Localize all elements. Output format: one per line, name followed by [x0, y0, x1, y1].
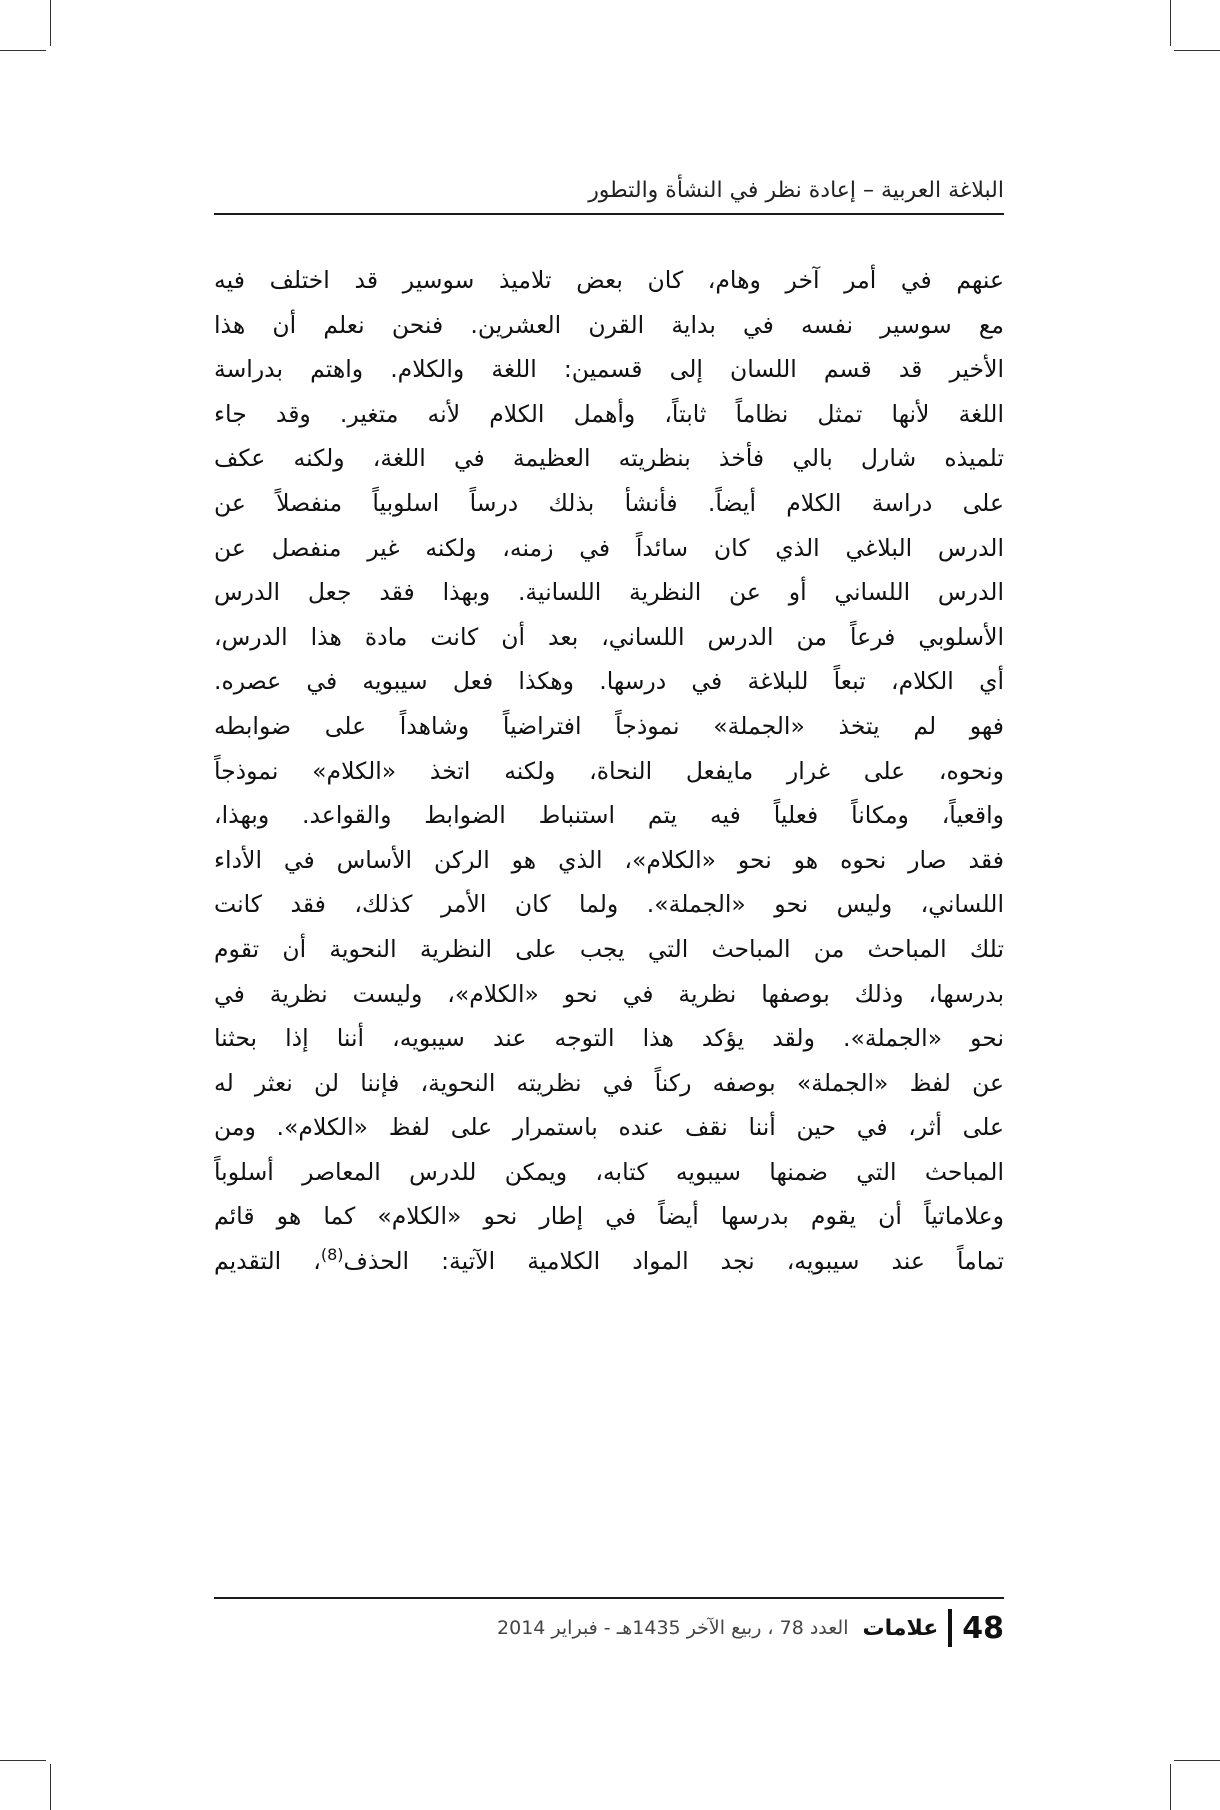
text-line: الأسلوبي فرعاً من الدرس اللساني، بعد أن كانت مادة هذا الدرس، — [214, 622, 1004, 651]
text-line: الدرس اللساني أو عن النظرية اللسانية. وبهذا فقد جعل الدرس — [214, 578, 1004, 607]
text-line: مع سوسير نفسه في بداية القرن العشرين. فنحن نعلم أن هذا — [214, 310, 1004, 339]
text-line: فقد صار نحوه هو نحو «الكلام»، الذي هو الركن الأساس في الأداء — [214, 845, 1004, 874]
text-line: وعلاماتياً أن يقوم بدرسها أيضاً في إطار نحو «الكلام» كما هو قائم — [214, 1202, 1004, 1231]
text-line: على دراسة الكلام أيضاً. فأنشأ بذلك درساً اسلوبياً منفصلاً عن — [214, 488, 1004, 517]
text-line: الدرس البلاغي الذي كان سائداً في زمنه، ولكنه غير منفصل عن — [214, 533, 1004, 562]
crop-mark — [0, 1760, 46, 1761]
text-line: تلك المباحث من المباحث التي يجب على النظرية النحوية أن تقوم — [214, 934, 1004, 963]
text-line: المباحث التي ضمنها سيبويه كتابه، ويمكن للدرس المعاصر أسلوباً — [214, 1157, 1004, 1186]
crop-mark — [1170, 0, 1171, 46]
text-fragment: ، التقديم — [214, 1247, 321, 1276]
text-line: على أثر، في حين أننا نقف عنده باستمرار على لفظ «الكلام». ومن — [214, 1113, 1004, 1142]
header-rule — [214, 213, 1004, 215]
text-line: عن لفظ «الجملة» بوصفه ركناً في نظريته النحوية، فإننا لن نعثر له — [214, 1068, 1004, 1097]
text-line-last — [214, 1239, 1004, 1284]
page-footer — [214, 1603, 1004, 1653]
crop-mark — [1174, 50, 1220, 51]
text-line: نحو «الجملة». ولقد يؤكد هذا التوجه عند سيبويه، أننا إذا بحثنا — [214, 1024, 1004, 1053]
crop-mark — [50, 1764, 51, 1810]
text-line: عنهم في أمر آخر وهام، كان بعض تلاميذ سوسير قد اختلف فيه — [214, 266, 1004, 294]
footnote-ref[interactable]: (8) — [320, 1245, 344, 1265]
text-line: اللساني، وليس نحو «الجملة». ولما كان الأمر كذلك، فقد كانت — [214, 890, 1004, 919]
text-line: واقعياً، ومكاناً فعلياً فيه يتم استنباط الضوابط والقواعد. وبهذا، — [214, 801, 1004, 830]
journal-logo: علامات — [862, 1615, 939, 1641]
text-line: فهو لم يتخذ «الجملة» نموذجاً افتراضياً وشاهداً على ضوابطه — [214, 711, 1004, 740]
text-line: اللغة لأنها تمثل نظاماً ثابتاً، وأهمل الكلام لأنه متغير. وقد جاء — [214, 399, 1004, 428]
footer-rule — [214, 1597, 1004, 1599]
crop-mark — [50, 0, 51, 46]
body-text — [214, 258, 1004, 1284]
page-number: 48 — [962, 1610, 1004, 1646]
running-header: البلاغة العربية – إعادة نظر في النشأة والتطور — [588, 178, 1004, 203]
issue-info: العدد 78 ، ربيع الآخر 1435هـ - فبراير 2014 — [497, 1617, 849, 1639]
crop-mark — [1170, 1764, 1171, 1810]
crop-mark — [1174, 1760, 1220, 1761]
text-line: ونحوه، على غرار مايفعل النحاة، ولكنه اتخذ «الكلام» نموذجاً — [214, 756, 1004, 785]
text-fragment: تماماً عند سيبويه، نجد المواد الكلامية الآتية: الحذف — [343, 1247, 1004, 1276]
footer-divider — [948, 1609, 952, 1647]
text-line: تلميذه شارل بالي فأخذ بنظريته العظيمة في اللغة، ولكنه عكف — [214, 444, 1004, 473]
text-line: أي الكلام، تبعاً للبلاغة في درسها. وهكذا فعل سيبويه في عصره. — [214, 667, 1004, 696]
text-line: بدرسها، وذلك بوصفها نظرية في نحو «الكلام»، وليست نظرية في — [214, 979, 1004, 1008]
text-line: الأخير قد قسم اللسان إلى قسمين: اللغة والكلام. واهتم بدراسة — [214, 355, 1004, 384]
crop-mark — [0, 50, 46, 51]
